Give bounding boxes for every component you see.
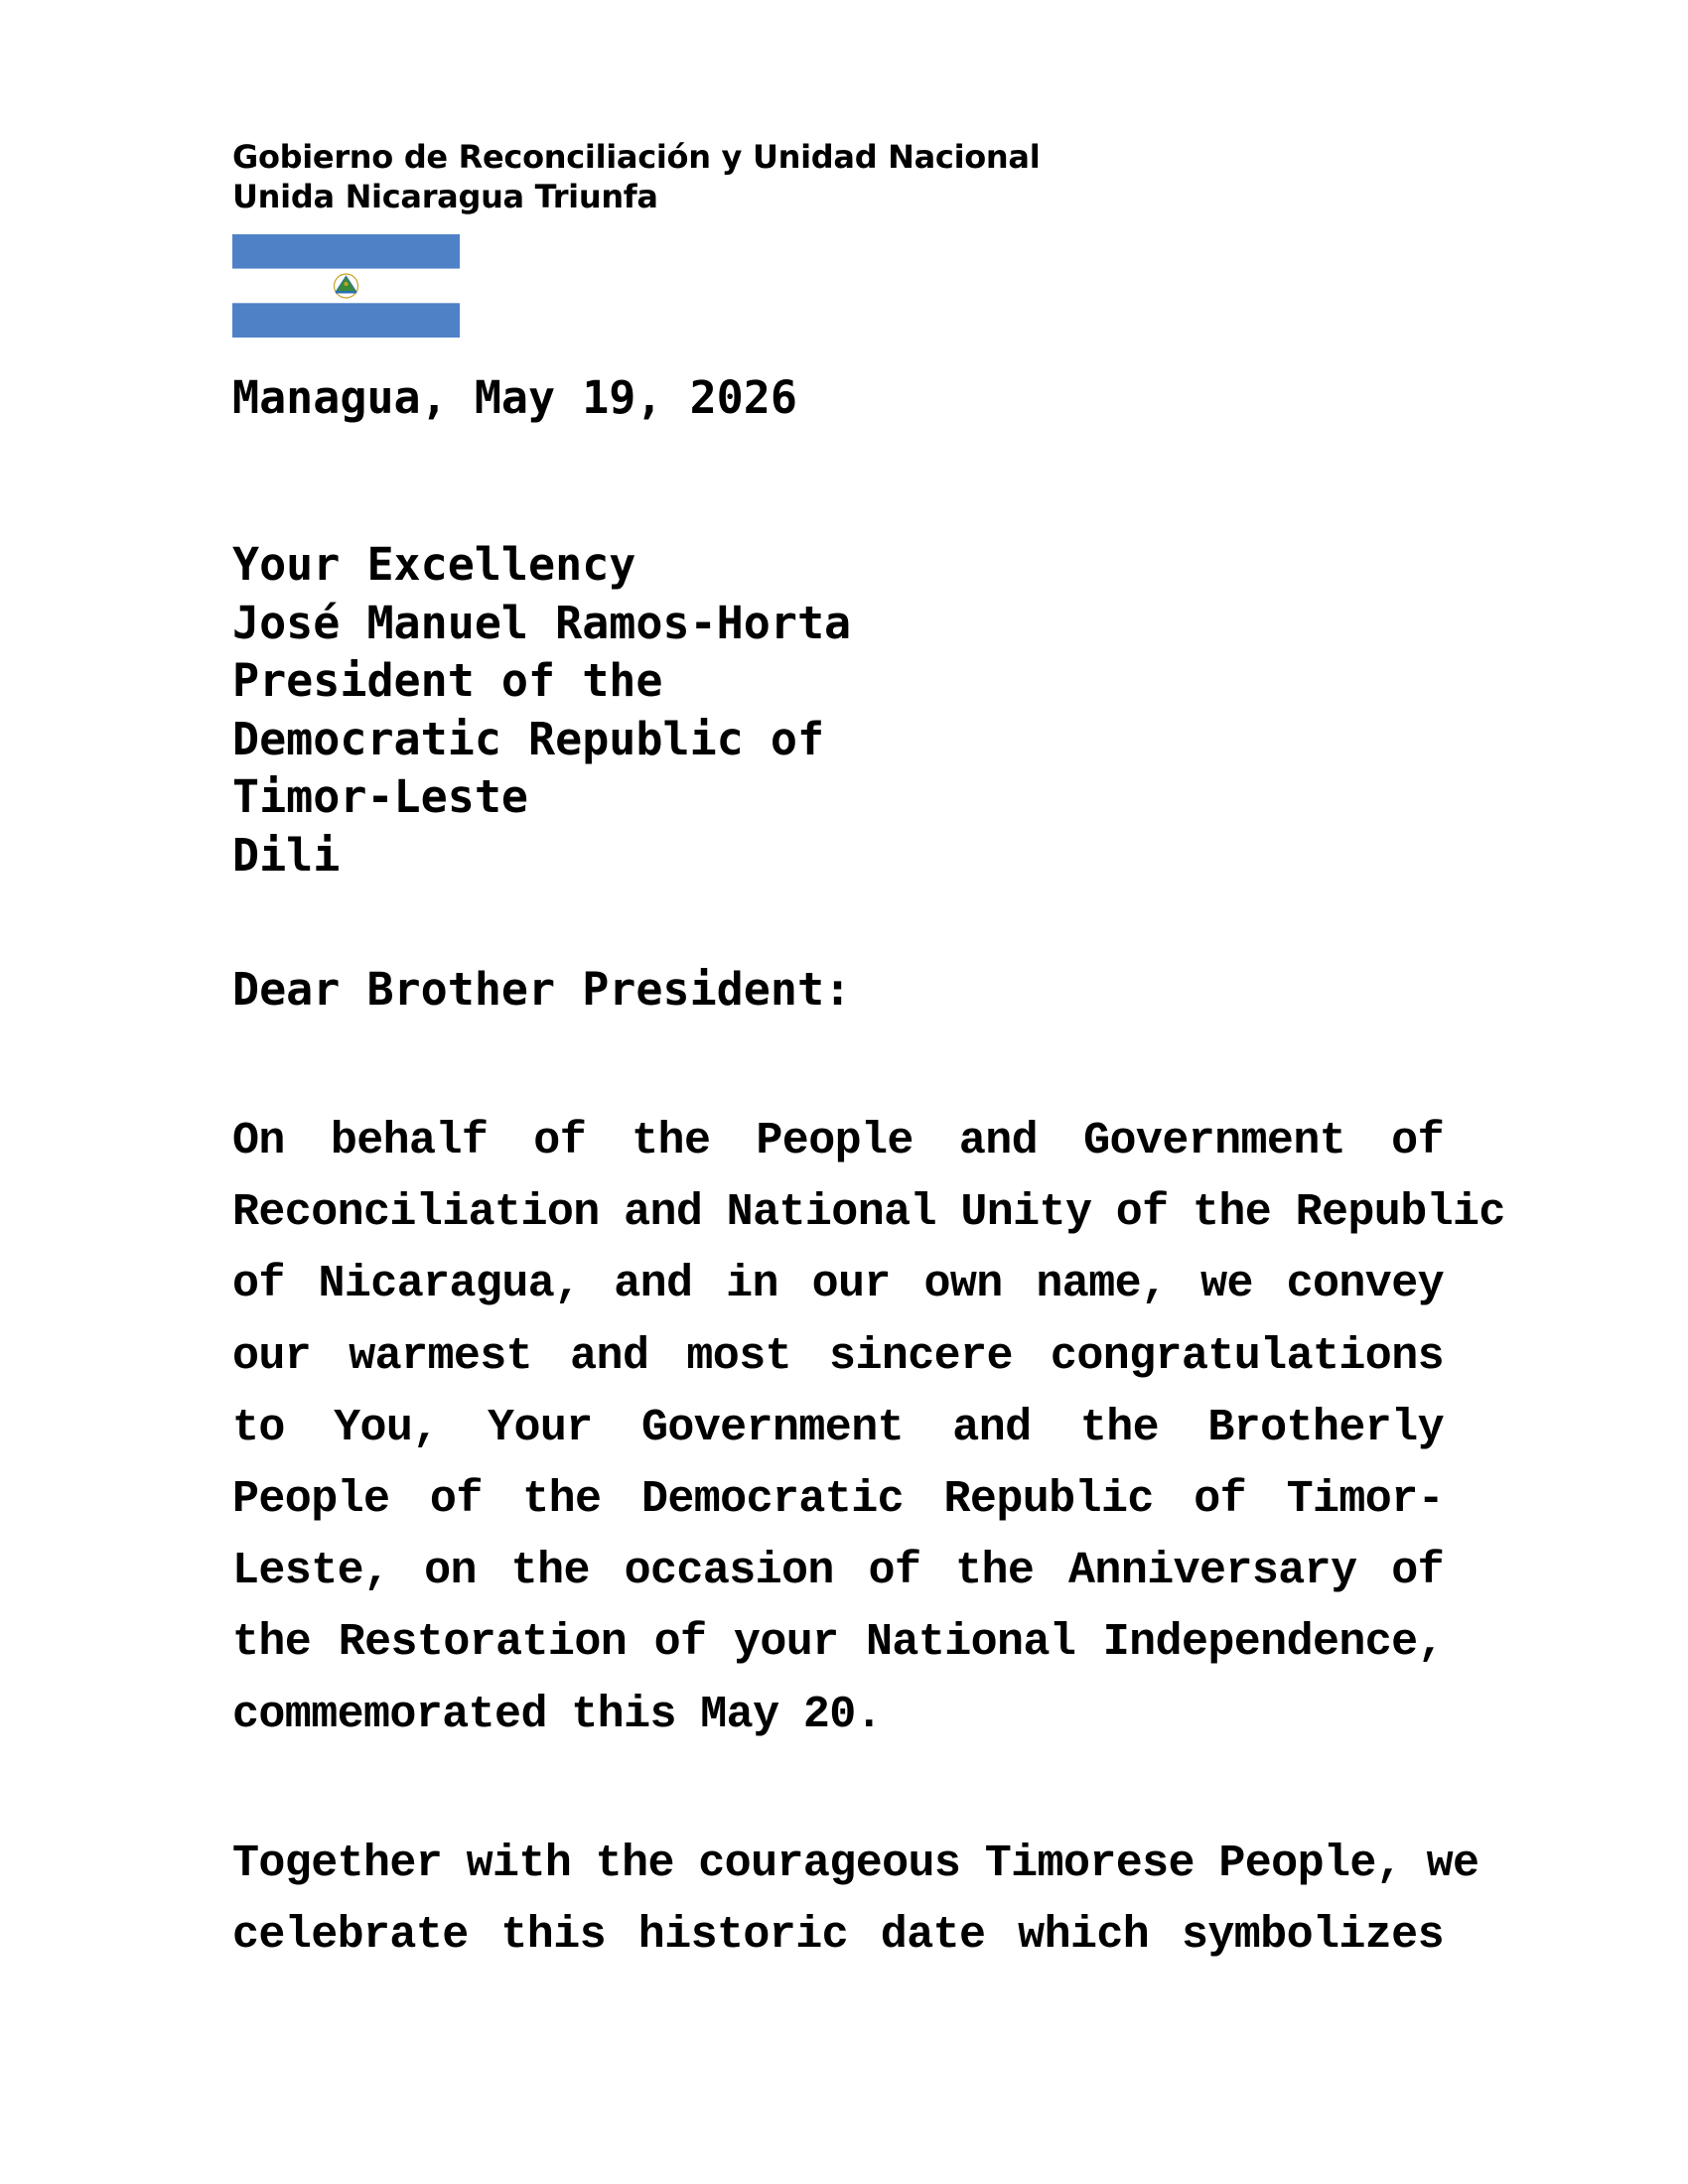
paragraph-line: Together with the courageous Timorese People, we [232,1839,1479,1889]
letter-date: Managua, May 19, 2026 [232,371,797,424]
recipient-line: Timor-Leste [232,770,529,823]
recipient-line: Dili [232,828,341,882]
paragraph-line: the Restoration of your National Independence, [232,1617,1444,1669]
recipient-line: President of the [232,654,663,707]
body-paragraph-1 [232,1106,1505,1751]
paragraph-line: Reconciliation and National Unity of the Republic [232,1187,1505,1239]
paragraph-line: of Nicaragua, and in our own name, we convey [232,1259,1444,1310]
government-name: Gobierno de Reconciliación y Unidad Nacional [232,138,1041,176]
paragraph-line: On behalf of the People and Government of [232,1116,1444,1166]
recipient-line: José Manuel Ramos-Horta [232,596,852,649]
paragraph-line: Leste, on the occasion of the Anniversary of [232,1546,1444,1597]
recipient-line: Democratic Republic of [232,712,825,765]
paragraph-line: our warmest and most sincere congratulations [232,1330,1444,1382]
paragraph-line: commemorated this May 20. [232,1689,883,1740]
paragraph-line: People of the Democratic Republic of Timor- [232,1474,1444,1526]
body-paragraph-2 [232,1829,1479,1972]
government-slogan: Unida Nicaragua Triunfa [232,178,658,215]
paragraph-line: celebrate this historic date which symbolizes [232,1910,1444,1962]
government-header [232,137,1040,216]
recipient-line: Your Excellency [232,538,636,591]
salutation: Dear Brother President: [232,963,852,1016]
nicaragua-flag-icon [232,234,460,338]
paragraph-line: to You, Your Government and the Brotherly [232,1402,1444,1453]
recipient-address [232,536,851,885]
